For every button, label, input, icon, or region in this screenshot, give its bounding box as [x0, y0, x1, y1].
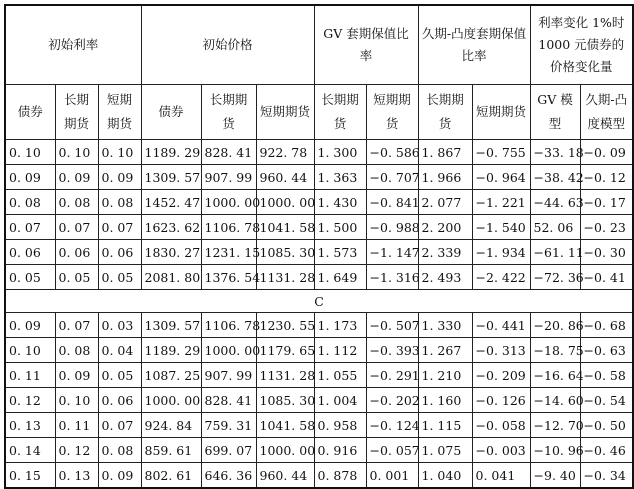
- table-cell: 0. 10: [5, 140, 55, 165]
- hedge-ratio-table: [4, 4, 634, 489]
- table-cell: 0. 05: [98, 363, 141, 388]
- table-cell: 1. 055: [314, 363, 366, 388]
- table-cell: 907. 99: [201, 165, 256, 190]
- table-cell: −9. 40: [530, 463, 580, 489]
- table-row: [5, 363, 633, 388]
- table-cell: 1. 500: [314, 215, 366, 240]
- table-cell: 1231. 15: [201, 240, 256, 265]
- table-cell: −0. 988: [366, 215, 418, 240]
- table-row: [5, 313, 633, 338]
- table-row: [5, 463, 633, 489]
- table-cell: 0. 06: [98, 240, 141, 265]
- table-cell: 1000. 00: [201, 190, 256, 215]
- table-cell: 2. 077: [418, 190, 472, 215]
- table-cell: −0. 23: [580, 215, 633, 240]
- table-row: [5, 438, 633, 463]
- table-cell: 1. 867: [418, 140, 472, 165]
- table-cell: 0. 958: [314, 413, 366, 438]
- section-label-row: [5, 290, 633, 313]
- table-cell: 0. 09: [55, 363, 98, 388]
- table-cell: 1. 075: [418, 438, 472, 463]
- table-cell: 1. 112: [314, 338, 366, 363]
- header-price-change: 利率变化 1%时 1000 元债券的价格变化量: [530, 5, 633, 85]
- table-cell: 0. 08: [5, 190, 55, 215]
- table-cell: −1. 934: [472, 240, 530, 265]
- table-cell: 1131. 28: [256, 363, 314, 388]
- table-cell: −0. 057: [366, 438, 418, 463]
- table-cell: 1106. 78: [201, 215, 256, 240]
- table-cell: 1. 649: [314, 265, 366, 290]
- table-cell: −0. 12: [580, 165, 633, 190]
- table-cell: 1. 004: [314, 388, 366, 413]
- table-cell: −16. 64: [530, 363, 580, 388]
- table-cell: 1041. 58: [256, 413, 314, 438]
- subheader-gv-long: 长期期货: [314, 85, 366, 140]
- table-cell: −0. 964: [472, 165, 530, 190]
- table-cell: 1309. 57: [141, 165, 201, 190]
- table-cell: −10. 96: [530, 438, 580, 463]
- table-cell: 1. 115: [418, 413, 472, 438]
- header-gv-hedge-ratio: GV 套期保值比率: [314, 5, 418, 85]
- table-cell: 0. 05: [5, 265, 55, 290]
- table-cell: 0. 10: [5, 338, 55, 363]
- table-row: [5, 338, 633, 363]
- table-cell: 0. 09: [5, 165, 55, 190]
- subheader-dc-short: 短期期货: [472, 85, 530, 140]
- table-cell: 0. 11: [5, 363, 55, 388]
- table-cell: 0. 09: [55, 165, 98, 190]
- table-cell: 1309. 57: [141, 313, 201, 338]
- table-cell: −0. 68: [580, 313, 633, 338]
- table-cell: 0. 04: [98, 338, 141, 363]
- table-cell: 0. 09: [98, 463, 141, 489]
- table-cell: 922. 78: [256, 140, 314, 165]
- table-cell: 1. 173: [314, 313, 366, 338]
- table-cell: 1000. 00: [256, 438, 314, 463]
- table-cell: 1. 966: [418, 165, 472, 190]
- table-cell: 1830. 27: [141, 240, 201, 265]
- table-cell: −0. 291: [366, 363, 418, 388]
- table-cell: 0. 10: [98, 140, 141, 165]
- table-cell: 1. 573: [314, 240, 366, 265]
- table-cell: 960. 44: [256, 463, 314, 489]
- table-cell: −38. 42: [530, 165, 580, 190]
- table-cell: 759. 31: [201, 413, 256, 438]
- table-container: [4, 4, 634, 489]
- section-c-body: [5, 313, 633, 489]
- table-cell: −0. 34: [580, 463, 633, 489]
- table-cell: 1179. 65: [256, 338, 314, 363]
- table-cell: −0. 313: [472, 338, 530, 363]
- table-cell: 1. 267: [418, 338, 472, 363]
- table-cell: −0. 126: [472, 388, 530, 413]
- table-row: [5, 140, 633, 165]
- table-cell: −1. 147: [366, 240, 418, 265]
- table-cell: 0. 05: [98, 265, 141, 290]
- table-cell: 0. 07: [55, 313, 98, 338]
- table-cell: 2. 339: [418, 240, 472, 265]
- table-cell: −12. 70: [530, 413, 580, 438]
- table-cell: 0. 878: [314, 463, 366, 489]
- header-dc-hedge-ratio: 久期-凸度套期保值比率: [418, 5, 530, 85]
- table-row: [5, 413, 633, 438]
- table-cell: −0. 30: [580, 240, 633, 265]
- table-cell: 0. 11: [55, 413, 98, 438]
- table-cell: 1. 330: [418, 313, 472, 338]
- table-cell: 1623. 62: [141, 215, 201, 240]
- table-cell: −0. 707: [366, 165, 418, 190]
- table-cell: 2. 200: [418, 215, 472, 240]
- section-label: C: [5, 290, 633, 313]
- header-initial-rate: 初始利率: [5, 5, 141, 85]
- table-cell: 1189. 29: [141, 338, 201, 363]
- table-cell: 1. 160: [418, 388, 472, 413]
- table-row: [5, 388, 633, 413]
- subheader-rate-short: 短期期货: [98, 85, 141, 140]
- table-cell: −0. 393: [366, 338, 418, 363]
- table-cell: −33. 18: [530, 140, 580, 165]
- table-cell: 0. 12: [5, 388, 55, 413]
- table-cell: −0. 54: [580, 388, 633, 413]
- table-cell: 0. 07: [5, 215, 55, 240]
- table-cell: −0. 17: [580, 190, 633, 215]
- table-cell: 1. 430: [314, 190, 366, 215]
- table-cell: −0. 202: [366, 388, 418, 413]
- table-cell: 1087. 25: [141, 363, 201, 388]
- table-cell: −0. 41: [580, 265, 633, 290]
- subheader-change-gv: GV 模型: [530, 85, 580, 140]
- table-cell: −0. 841: [366, 190, 418, 215]
- table-cell: −20. 86: [530, 313, 580, 338]
- table-cell: −0. 507: [366, 313, 418, 338]
- table-cell: 1230. 55: [256, 313, 314, 338]
- subheader-dc-long: 长期期货: [418, 85, 472, 140]
- table-cell: 646. 36: [201, 463, 256, 489]
- table-cell: 0. 09: [98, 165, 141, 190]
- table-cell: −0. 58: [580, 363, 633, 388]
- table-cell: 0. 06: [5, 240, 55, 265]
- table-cell: 0. 13: [5, 413, 55, 438]
- table-cell: −2. 422: [472, 265, 530, 290]
- table-cell: 1452. 47: [141, 190, 201, 215]
- header-row-sub: [5, 85, 633, 140]
- table-cell: 1000. 00: [141, 388, 201, 413]
- table-cell: 907. 99: [201, 363, 256, 388]
- table-cell: −44. 63: [530, 190, 580, 215]
- table-cell: 1131. 28: [256, 265, 314, 290]
- table-cell: 0. 14: [5, 438, 55, 463]
- table-cell: 0. 09: [5, 313, 55, 338]
- table-cell: −0. 441: [472, 313, 530, 338]
- table-cell: 828. 41: [201, 388, 256, 413]
- subheader-rate-bond: 债券: [5, 85, 55, 140]
- table-cell: 1085. 30: [256, 388, 314, 413]
- table-cell: 0. 08: [55, 190, 98, 215]
- table-cell: −0. 09: [580, 140, 633, 165]
- table-row: [5, 215, 633, 240]
- subheader-price-long: 长期期货: [201, 85, 256, 140]
- table-cell: 1041. 58: [256, 215, 314, 240]
- subheader-rate-long: 长期期货: [55, 85, 98, 140]
- subheader-gv-short: 短期期货: [366, 85, 418, 140]
- subheader-price-short: 短期期货: [256, 85, 314, 140]
- table-cell: 960. 44: [256, 165, 314, 190]
- table-cell: −0. 586: [366, 140, 418, 165]
- table-cell: 0. 001: [366, 463, 418, 489]
- table-cell: −18. 75: [530, 338, 580, 363]
- table-cell: 0. 12: [55, 438, 98, 463]
- table-cell: 1. 040: [418, 463, 472, 489]
- table-cell: 2081. 80: [141, 265, 201, 290]
- table-row: [5, 240, 633, 265]
- subheader-change-dc: 久期-凸度模型: [580, 85, 633, 140]
- table-cell: 1085. 30: [256, 240, 314, 265]
- table-cell: −0. 124: [366, 413, 418, 438]
- table-cell: 1376. 54: [201, 265, 256, 290]
- table-cell: 699. 07: [201, 438, 256, 463]
- table-cell: 0. 07: [98, 413, 141, 438]
- table-cell: 0. 06: [98, 388, 141, 413]
- table-cell: 859. 61: [141, 438, 201, 463]
- table-cell: 1189. 29: [141, 140, 201, 165]
- table-cell: −0. 209: [472, 363, 530, 388]
- table-cell: 0. 08: [98, 190, 141, 215]
- section-a-body: [5, 140, 633, 290]
- subheader-price-bond: 债券: [141, 85, 201, 140]
- table-cell: 0. 05: [55, 265, 98, 290]
- table-cell: −72. 36: [530, 265, 580, 290]
- table-cell: 1000. 00: [256, 190, 314, 215]
- table-cell: −14. 60: [530, 388, 580, 413]
- table-cell: 1106. 78: [201, 313, 256, 338]
- table-cell: 52. 06: [530, 215, 580, 240]
- table-cell: 1000. 00: [201, 338, 256, 363]
- table-cell: −61. 11: [530, 240, 580, 265]
- table-row: [5, 165, 633, 190]
- table-cell: 0. 06: [55, 240, 98, 265]
- table-cell: −0. 755: [472, 140, 530, 165]
- table-cell: 0. 03: [98, 313, 141, 338]
- table-cell: 1. 210: [418, 363, 472, 388]
- table-cell: 0. 10: [55, 388, 98, 413]
- table-cell: 0. 041: [472, 463, 530, 489]
- table-cell: 0. 13: [55, 463, 98, 489]
- table-cell: 2. 493: [418, 265, 472, 290]
- table-cell: −0. 003: [472, 438, 530, 463]
- table-row: [5, 190, 633, 215]
- table-cell: 828. 41: [201, 140, 256, 165]
- table-cell: 802. 61: [141, 463, 201, 489]
- table-cell: 0. 10: [55, 140, 98, 165]
- table-row: [5, 265, 633, 290]
- table-cell: −1. 221: [472, 190, 530, 215]
- table-cell: 1. 363: [314, 165, 366, 190]
- table-cell: 1. 300: [314, 140, 366, 165]
- table-cell: −1. 540: [472, 215, 530, 240]
- table-cell: −0. 058: [472, 413, 530, 438]
- table-cell: −0. 46: [580, 438, 633, 463]
- table-cell: 0. 15: [5, 463, 55, 489]
- section-divider: [5, 290, 633, 313]
- header-initial-price: 初始价格: [141, 5, 314, 85]
- table-cell: 0. 07: [98, 215, 141, 240]
- header-row-groups: [5, 5, 633, 85]
- table-cell: 0. 08: [55, 338, 98, 363]
- table-cell: 0. 07: [55, 215, 98, 240]
- table-cell: −0. 50: [580, 413, 633, 438]
- table-cell: −0. 63: [580, 338, 633, 363]
- table-cell: 0. 08: [98, 438, 141, 463]
- table-cell: 0. 916: [314, 438, 366, 463]
- table-cell: −1. 316: [366, 265, 418, 290]
- table-cell: 924. 84: [141, 413, 201, 438]
